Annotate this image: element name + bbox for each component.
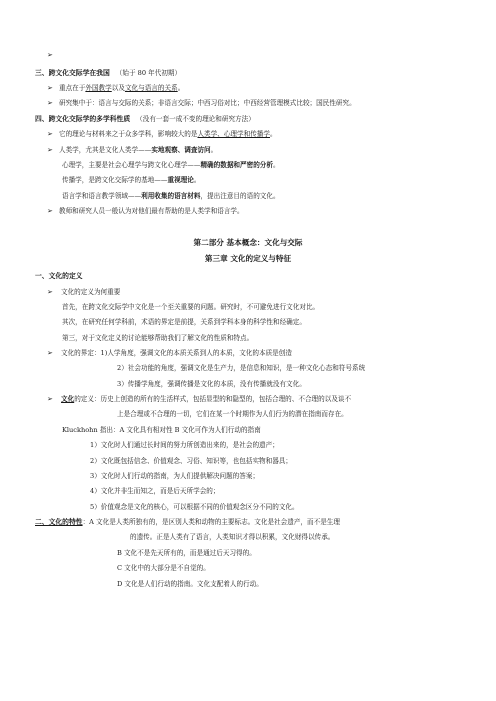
list-item: ➢ 研究集中于：语言与交际的关系；非语言交际；中西习俗对比；中西经营管理模式比较；国民性研究。	[47, 99, 356, 107]
paragraph: 语言学和语言教学领域——利用收集的语言材料，提出注意目的语的文化。	[62, 192, 280, 200]
paragraph: 首先，在跨文化交际学中文化是一个至关重要的问题。研究时，不可避免进行文化对比。	[62, 303, 320, 311]
paragraph: 其次，在研究任何学科前，术语的界定是前提，关系到学科本身的科学性和经确定。	[62, 318, 306, 326]
bullet-arrow-icon: ➢	[47, 207, 53, 215]
list-item: ➢ 文化的定义：历史上创造的所有的生活样式，包括显型的和隐型的，包括合理的、不合理的以及谈不	[47, 395, 352, 403]
bullet-arrow-icon: ➢	[47, 349, 53, 357]
paragraph: 3）传播学角度，强调传播是文化的本质，没有传播就没有文化。	[117, 380, 306, 388]
list-item: ➢ 教师和研究人员一般认为对他们最有帮助的是人类学和语言学。	[47, 207, 244, 215]
bullet-arrow-icon: ➢	[47, 288, 53, 296]
list-item: 3）文化时人们行动的指南，为人们提供解决问题的答案；	[90, 472, 260, 480]
list-item: 5）价值观念是文化的核心，可以根据不同的价值观念区分不同的文化。	[90, 503, 299, 511]
bullet-arrow-icon: ➢	[47, 130, 53, 138]
part-title: 第二部分 基本概念：文化与交际	[193, 238, 303, 247]
list-item: ➢ 人类学，尤其是文化人类学——实地观察、调查访问。	[47, 146, 218, 154]
list-item: 4）文化并非生而知之，而是后天所学会的；	[90, 487, 220, 495]
paragraph: 2）社会功能的角度，强调文化是生产力，是信息和知识，是一种文化心态和符号系统	[117, 364, 366, 372]
list-item: D 文化是人们行动的指南。文化支配着人的行动。	[117, 580, 263, 588]
bullet-arrow-icon: ➢	[47, 99, 53, 107]
list-item: C 文化中的大部分是不自觉的。	[117, 564, 210, 572]
paragraph: 心理学，主要是社会心理学与跨文化心理学——精确的数据和严密的分析。	[62, 161, 280, 169]
section-heading-3: 三、跨文化交际学在我国 （始于 80 年代初期）	[35, 69, 182, 77]
list-item: ➢ 文化的界定：1)人学角度，强调文化的本质关系到人的本质，文化的本质是创造	[47, 349, 292, 357]
bullet-arrow-icon: ➢	[47, 51, 53, 59]
paragraph: 第三，对于文化定义的讨论能够帮助我们了解文化的性质和特点。	[62, 334, 254, 342]
list-item: ➢ 重点在于外国教学以及文化与语言的关系。	[47, 84, 185, 92]
paragraph: Kluckhohn 指出：A 文化具有相对性 B 文化可作为人们行动的指南	[62, 426, 261, 434]
paragraph: 的遗传。正是人类有了语言，人类知识才得以积累，文化财得以传承。	[130, 533, 335, 541]
bullet-arrow-icon: ➢	[47, 395, 53, 403]
paragraph: 传播学，是跨文化交际学的基地——重视理论。	[62, 176, 201, 184]
chapter-title: 第三章 文化的定义与特征	[204, 254, 292, 263]
list-item: 1）文化时人们通过长时间的努力所创造出来的，是社会的遗产；	[90, 441, 279, 449]
list-item: ➢ 文化的定义为何重要	[47, 288, 121, 296]
bullet-arrow-icon: ➢	[47, 84, 53, 92]
list-item: ➢ 它的理论与材料来之于众多学科，影响较大的是人类学、心理学和传播学。	[47, 130, 277, 138]
section-heading-1: 一、文化的定义	[35, 272, 83, 280]
list-item: 2）文化既包括信念、价值观念、习俗、知识等，也包括实物和器具；	[90, 457, 293, 465]
paragraph: 上是合理或不合理的一切，它们在某一个时期作为人们行为的潜在指南而存在。	[117, 410, 348, 418]
section-heading-2: 二、文化的特性：A 文化是人类所独有的，是区别人类和动物的主要标志。文化是社会遗产，而不是生理	[35, 518, 340, 526]
section-heading-4: 四、跨文化交际学的多学科性质 （没有一套一成不变的理论和研究方法）	[35, 115, 255, 123]
bullet-arrow-icon: ➢	[47, 146, 53, 154]
list-item: B 文化不是先天所有的，而是通过后天习得的。	[117, 549, 256, 557]
